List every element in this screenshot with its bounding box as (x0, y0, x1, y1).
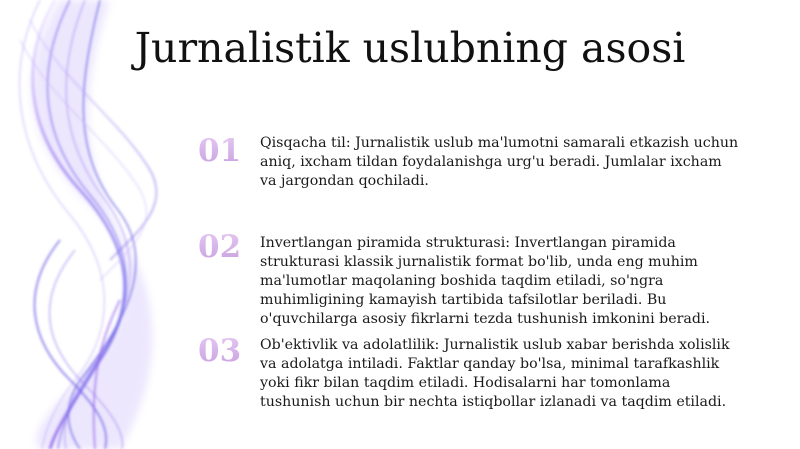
item-number: 01 (198, 134, 254, 168)
slide-title: Jurnalistik uslubning asosi (134, 24, 686, 72)
item-text: Qisqacha til: Jurnalistik uslub ma'lumotni samarali etkazish uchun aniq, ixcham tildan foydalanishga urg'u beradi. Jumlalar ixcham va jargondan qochiladi. (260, 135, 739, 189)
item-text: Ob'ektivlik va adolatlilik: Jurnalistik uslub xabar berishda xolislik va adolatga intiladi. Faktlar qanday bo'lsa, minimal tarafkashlik yoki fikr bilan taqdim etiladi. Hodisalarni har tomonlama tushunish uchun bir nechta istiqbollar izlanadi va taqdim etiladi. (260, 337, 730, 410)
item-number: 03 (198, 334, 254, 368)
item-text: Invertlangan piramida strukturasi: Invertlangan piramida strukturasi klassik jurnalistik format bo'lib, unda eng muhim ma'lumotlar maqolaning boshida taqdim etiladi, so'ngra muhimligining kamayish tartibida tafsilotlar beriladi. Bu o'quvchilarga asosiy fikrlarni tezda tushunish imkonini beradi. (260, 235, 711, 327)
item-number: 02 (198, 230, 254, 264)
